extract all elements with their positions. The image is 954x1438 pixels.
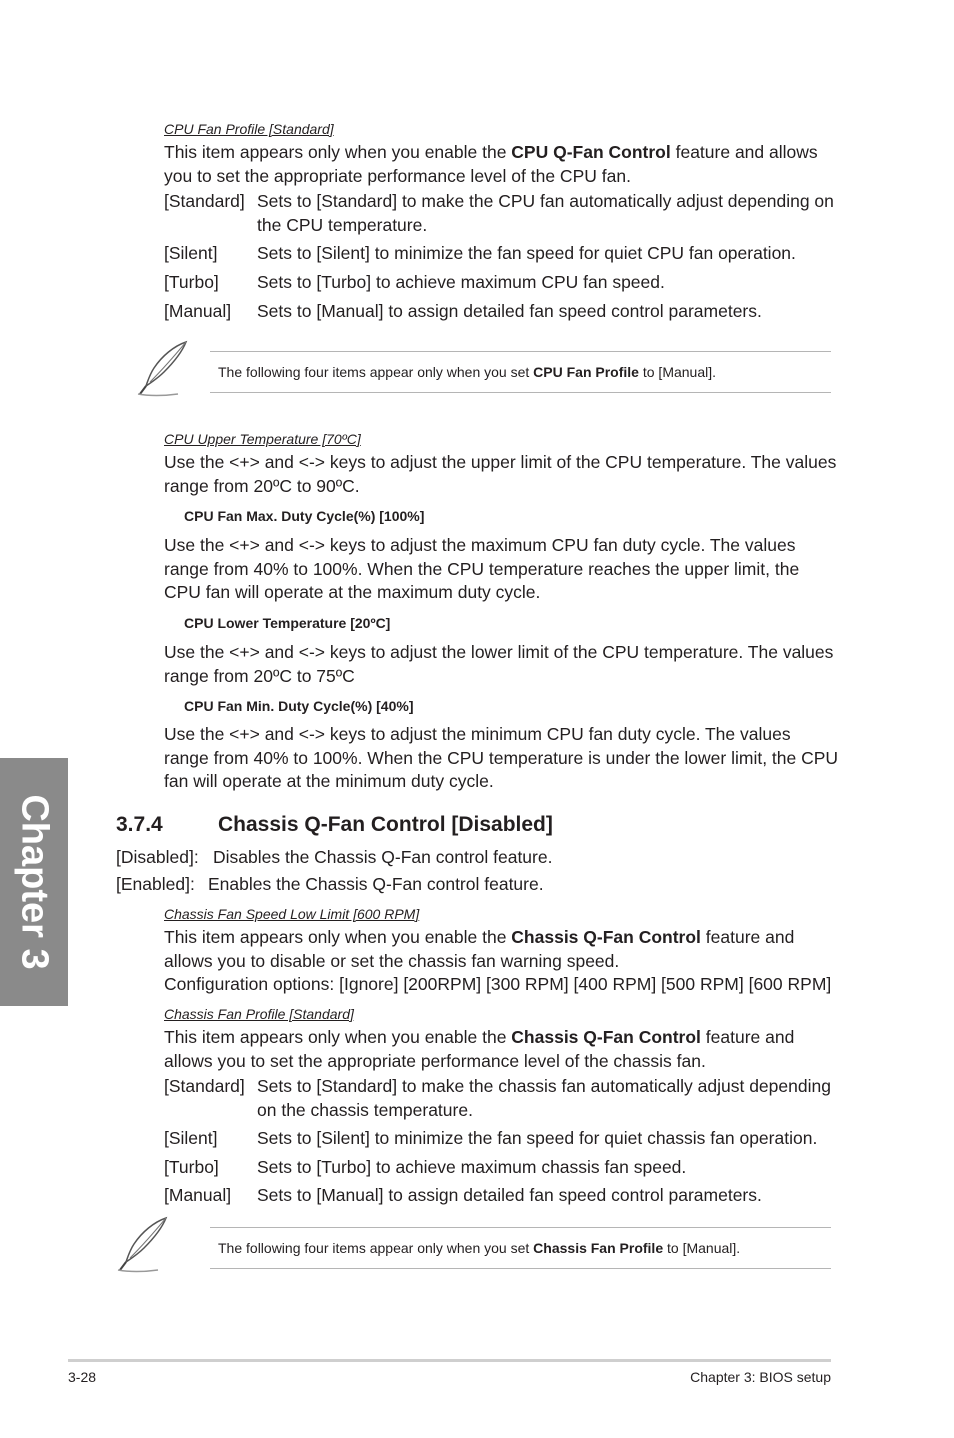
chapter-tab: [0, 758, 68, 1006]
option-desc: Sets to [Standard] to make the chassis fan automatically adjust depending on the chassis temperature.: [257, 1076, 831, 1120]
section-title: Chassis Q-Fan Control [Disabled]: [218, 813, 553, 836]
option-desc: Sets to [Manual] to assign detailed fan speed control parameters.: [257, 1185, 762, 1205]
cpu-lower-temp-desc: Use the <+> and <-> keys to adjust the lower limit of the CPU temperature. The values range from 20ºC to 75ºC: [164, 642, 834, 686]
option-key: [Turbo]: [164, 272, 219, 292]
chassis-speed-low-heading: Chassis Fan Speed Low Limit [600 RPM]: [164, 906, 420, 922]
option-key: [Turbo]: [164, 1157, 219, 1177]
cpu-fan-max-heading: CPU Fan Max. Duty Cycle(%) [100%]: [184, 508, 425, 524]
note-text: The following four items appear only when you set Chassis Fan Profile to [Manual].: [218, 1240, 741, 1256]
quill-pen-icon: [134, 338, 194, 398]
cpu-lower-temp-heading: CPU Lower Temperature [20ºC]: [184, 615, 391, 631]
intro-text: feature and allows: [670, 142, 818, 162]
option-key: [Standard]: [164, 1076, 245, 1096]
intro-bold: CPU Q-Fan Control: [511, 142, 671, 162]
cpu-upper-temp-heading: CPU Upper Temperature [70ºC]: [164, 431, 361, 447]
enabled-desc: Enables the Chassis Q-Fan control feature.: [208, 874, 544, 894]
footer-divider: [68, 1359, 831, 1362]
option-key: [Manual]: [164, 301, 232, 321]
cpu-fan-min-heading: CPU Fan Min. Duty Cycle(%) [40%]: [184, 698, 414, 714]
note-box: [210, 351, 831, 393]
option-desc: Sets to [Turbo] to achieve maximum CPU fan speed.: [257, 272, 665, 292]
note-box: [210, 1227, 831, 1269]
option-desc: Sets to [Turbo] to achieve maximum chassis fan speed.: [257, 1157, 687, 1177]
cpu-fan-min-desc: Use the <+> and <-> keys to adjust the minimum CPU fan duty cycle. The values range from 40% to 100%. When the CPU temperature is under the lower limit, the CPU fan will operate at the minimum duty cycle.: [164, 724, 839, 791]
cpu-fan-max-desc: Use the <+> and <-> keys to adjust the maximum CPU fan duty cycle. The values range from 40% to 100%. When the CPU temperature reaches the upper limit, the CPU fan will operate at the maximum duty cycle.: [164, 535, 800, 602]
intro-text: you to set the appropriate performance level of the CPU fan.: [164, 165, 631, 186]
option-key: [Silent]: [164, 1128, 218, 1148]
chassis-fan-profile-heading: Chassis Fan Profile [Standard]: [164, 1006, 354, 1022]
section-number: 3.7.4: [116, 813, 163, 836]
option-desc: Sets to [Silent] to minimize the fan speed for quiet CPU fan operation.: [257, 243, 796, 263]
disabled-desc: Disables the Chassis Q-Fan control feature.: [213, 847, 553, 867]
chassis-fan-profile-intro: This item appears only when you enable the Chassis Q-Fan Control feature and allows you to set the appropriate performance level of the chassis fan.: [164, 1027, 795, 1071]
intro-text: This item appears only when you enable the: [164, 142, 512, 162]
quill-pen-icon: [114, 1214, 174, 1274]
cpu-upper-temp-desc: Use the <+> and <-> keys to adjust the upper limit of the CPU temperature. The values range from 20ºC to 90ºC.: [164, 452, 837, 496]
page-number: 3-28: [68, 1369, 97, 1385]
option-key: [Standard]: [164, 191, 245, 211]
chapter-label: Chapter 3: [13, 794, 56, 970]
cpu-fan-profile-heading: CPU Fan Profile [Standard]: [164, 121, 334, 137]
note-text: The following four items appear only when you set CPU Fan Profile to [Manual].: [218, 364, 717, 380]
chassis-speed-low-desc: This item appears only when you enable the Chassis Q-Fan Control feature and allows you to disable or set the chassis fan warning speed. Configuration options: [Ignore] [200RPM] [300 RPM] [400 RPM] [500 RPM] [600 RPM]: [164, 927, 832, 994]
option-desc: Sets to [Standard] to make the CPU fan automatically adjust depending on the CPU temperature.: [257, 191, 834, 235]
option-desc: Sets to [Manual] to assign detailed fan speed control parameters.: [257, 301, 762, 321]
option-desc: Sets to [Silent] to minimize the fan speed for quiet chassis fan operation.: [257, 1128, 818, 1148]
cpu-fan-profile-intro: [164, 141, 844, 188]
footer-chapter-title: Chapter 3: BIOS setup: [690, 1369, 831, 1385]
option-key: [Manual]: [164, 1185, 232, 1205]
enabled-key: [Enabled]:: [116, 874, 195, 894]
disabled-key: [Disabled]:: [116, 847, 199, 867]
option-key: [Silent]: [164, 243, 218, 263]
